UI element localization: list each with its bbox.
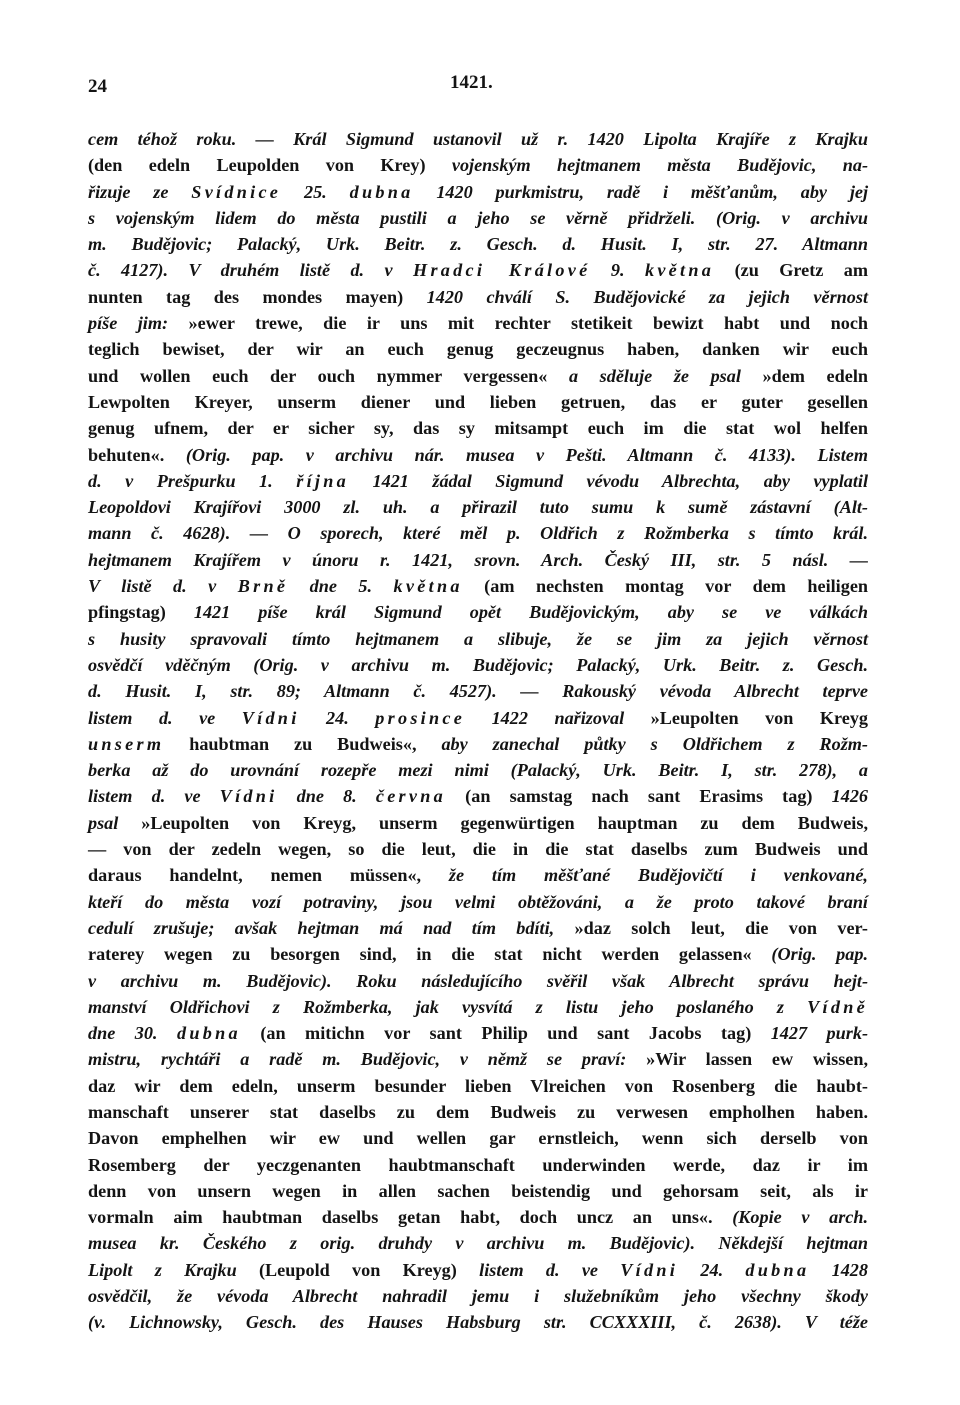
text-line [88, 1230, 868, 1256]
text-segment: »ewer trewe, die ir uns mit rechter stetikeit bewizt habt und noch [188, 313, 869, 334]
text-segment: (v. Lichnowsky, Gesch. des Hauses Habsburg str. CCXXXIII, č. 2638). V téže [88, 1312, 868, 1333]
text-segment: listem d. ve [88, 707, 242, 728]
text-segment: Lipolt z Krajku [88, 1259, 259, 1280]
text-segment: dne 30. [88, 1023, 177, 1044]
text-segment: dubna [176, 1023, 241, 1044]
text-segment: v archivu m. Budějovic). Roku následujícího svěřil však Albrecht správu hejt- [88, 970, 868, 991]
text-segment: Rosemberg der yeczgenanten haubtmanschaft underwinden werde, daz ir im [88, 1154, 868, 1175]
text-segment: (zu Gretz am [714, 260, 869, 281]
text-segment: 24. [678, 1259, 746, 1280]
text-segment: s husity spravovali tímto hejtmanem a slibuje, že se jim za jejich věrnost [88, 628, 868, 649]
text-segment: listem d. ve [88, 786, 220, 807]
text-segment: »daz solch leut, die von ver- [574, 917, 868, 938]
text-line [88, 310, 868, 336]
text-line [88, 968, 868, 994]
text-segment: vormaln aim haubtman daselbs getan habt, doch uncz an uns«. [88, 1207, 713, 1228]
text-segment: že tím měšťané Budějovičtí i venkované, [421, 865, 868, 886]
text-segment: (am nechsten montag vor dem heiligen [462, 576, 869, 597]
text-segment: hejtmanem Krajířem v únoru r. 1421, srovn. Arch. Český III, str. 5 násl. — [88, 549, 868, 570]
text-segment: berka až do urovnání rozepře mezi nimi (Palacký, Urk. Beitr. I, str. 278), a [88, 760, 868, 781]
text-line [88, 389, 868, 415]
text-segment: 1420 purkmistru, radě i měšťanům, aby jej [413, 181, 869, 202]
text-segment: kteří do města vozí potraviny, jsou velmi obtěžováni, a že proto takové braní [88, 891, 868, 912]
text-segment: d. v Prešpurku 1. [88, 470, 297, 491]
text-segment: (den edeln Leupolden von Krey) [88, 155, 426, 176]
text-segment: — von der zedeln wegen, so die leut, die in die stat daselbs zum Budweis und [88, 839, 868, 860]
text-segment: »dem edeln [762, 365, 868, 386]
text-line [88, 757, 868, 783]
text-segment: (Leupold von Kreyg) [258, 1259, 457, 1280]
text-line [88, 705, 868, 731]
text-line [88, 889, 868, 915]
text-line [88, 1283, 868, 1309]
text-line [88, 179, 868, 205]
text-line [88, 1099, 868, 1125]
text-line [88, 652, 868, 678]
text-segment: d. Husit. I, str. 89; Altmann č. 4527). — Rakouský vévoda Albrecht teprve [88, 681, 868, 702]
text-line [88, 547, 868, 573]
text-segment: unserm [88, 733, 165, 754]
text-line [88, 152, 868, 178]
text-line [88, 1073, 868, 1099]
text-line [88, 941, 868, 967]
text-segment: června [375, 786, 447, 807]
text-segment: prosince [375, 707, 466, 728]
text-segment: č. 4127). V druhém listě d. v [88, 260, 414, 281]
text-segment: osvědčil, že vévoda Albrecht nahradil jemu i služebníkům jeho všechny škody [88, 1286, 868, 1307]
text-segment: 1428 [809, 1259, 868, 1280]
text-line [88, 836, 868, 862]
text-segment: 1426 [812, 786, 869, 807]
text-segment: 1421 žádal Sigmund vévodu Albrechta, aby vyplatil [349, 470, 869, 491]
text-line [88, 731, 868, 757]
text-segment: s vojenským lidem do města pustili a jeho se věrně přidrželi. (Orig. v archivu [88, 207, 868, 228]
text-segment: aby zanechal půtky s Oldřichem z Rožm- [416, 733, 868, 754]
text-segment: genug ufnem, der er sicher sy, das sy mitsampt euch im die stat wol helfen [88, 418, 868, 439]
text-line [88, 257, 868, 283]
text-segment: cem téhož roku. — Král Sigmund ustanovil už r. 1420 Lipolta Krajíře z Krajku [88, 129, 868, 149]
text-segment: 9. [590, 260, 645, 281]
text-segment: Leopoldovi Krajířovi 3000 zl. uh. a přirazil tuto sumu k sumě zástavní (Alt- [88, 497, 868, 518]
text-line [88, 915, 868, 941]
text-line [88, 1257, 868, 1283]
text-segment: a sděluje že psal [547, 365, 763, 386]
text-segment: Svídnice [191, 181, 282, 202]
text-segment: raterey wegen zu besorgen sind, in die stat nicht werden gelassen« [88, 944, 752, 965]
page-number: 24 [88, 76, 107, 97]
text-segment: listem d. ve [456, 1259, 621, 1280]
text-segment: (an samstag nach sant Erasims tag) [446, 786, 813, 807]
text-segment: píše jim: [88, 313, 189, 334]
text-segment: Brně [237, 576, 289, 597]
text-segment: vojenským hejtmanem města Budějovic, na- [425, 155, 868, 176]
text-segment: daz wir dem edeln, unserm besunder lieben Vlreichen von Rosenberg die haubt- [88, 1075, 868, 1096]
text-segment: dubna [349, 181, 414, 202]
text-line [88, 1152, 868, 1178]
text-segment: teglich bewiset, der wir an euch genug geczeugnus haben, danken wir euch [88, 339, 868, 360]
text-segment: 1427 purk- [751, 1023, 868, 1044]
text-line [88, 810, 868, 836]
running-head-year: 1421. [450, 72, 493, 93]
text-segment: und wollen euch der ouch nymmer vergessen« [88, 365, 548, 386]
text-segment: denn von unsern wegen in allen sachen beistendig und gehorsam seit, als ir [88, 1180, 868, 1201]
text-line [88, 336, 868, 362]
text-segment: (Orig. pap. v archivu nár. musea v Pešti. Altmann č. 4133). Listem [164, 444, 868, 465]
text-segment: manství Oldřichovi z Rožmberka, jak vysvítá z listu jeho poslaného z [88, 996, 808, 1017]
text-line [88, 520, 868, 546]
text-segment: musea kr. Českého z orig. druhdy v archivu m. Budějovic). Někdejší hejtman [88, 1233, 868, 1254]
text-line [88, 363, 868, 389]
text-line [88, 573, 868, 599]
text-line [88, 126, 868, 152]
text-segment: m. Budějovic; Palacký, Urk. Beitr. z. Gesch. d. Husit. I, str. 27. Altmann [88, 234, 868, 255]
document-page [88, 60, 868, 1336]
text-line [88, 415, 868, 441]
text-segment: psal [88, 812, 142, 833]
text-segment: května [644, 260, 715, 281]
text-segment: behuten«. [88, 444, 165, 465]
text-line [88, 1046, 868, 1072]
text-segment: (Kopie v arch. [712, 1207, 869, 1228]
text-segment: 1420 chválí S. Budějovické za jejich věrnost [403, 286, 868, 307]
text-segment: Vídni [219, 786, 278, 807]
text-segment: Davon emphelhen wir ew und wellen gar ernstleich, wenn sich derselb von [88, 1128, 868, 1149]
text-segment: dne 5. [288, 576, 394, 597]
text-segment: dubna [745, 1259, 810, 1280]
text-line [88, 1204, 868, 1230]
text-segment: pfingstag) [88, 602, 166, 623]
text-line [88, 205, 868, 231]
page-header [88, 60, 868, 126]
text-segment: V listě d. v [88, 576, 238, 597]
text-segment: Vídně [807, 996, 868, 1017]
text-segment: 25. [281, 181, 350, 202]
text-line [88, 783, 868, 809]
text-segment: května [393, 576, 463, 597]
text-line [88, 494, 868, 520]
text-segment: řizuje ze [88, 181, 192, 202]
text-segment: cedulí zrušuje; avšak hejtman má nad tím bdíti, [88, 917, 575, 938]
text-segment: Vídni [241, 707, 300, 728]
text-line [88, 284, 868, 310]
text-segment: (Orig. pap. [751, 944, 868, 965]
text-line [88, 1020, 868, 1046]
text-segment: daraus handelnt, nemen müssen«, [88, 865, 422, 886]
text-segment: »Leupolten von Kreyg, unserm gegenwürtigen hauptman zu dem Budweis, [141, 812, 868, 833]
text-line [88, 994, 868, 1020]
text-segment: (an mitichn vor sant Philip und sant Jacobs tag) [240, 1023, 752, 1044]
text-segment: dne 8. [277, 786, 376, 807]
text-segment: »Leupolten von Kreyg [650, 707, 869, 728]
text-line [88, 678, 868, 704]
text-line [88, 1125, 868, 1151]
text-segment: 1421 píše král Sigmund opět Budějovickým, aby se ve válkách [165, 602, 868, 623]
text-segment: mistru, rychtáři a radě m. Budějovic, v němž se praví: [88, 1049, 647, 1070]
text-segment: nunten tag des mondes mayen) [88, 286, 404, 307]
text-segment: 24. [299, 707, 376, 728]
text-line [88, 1309, 868, 1335]
text-segment: října [296, 470, 349, 491]
body-text [88, 126, 868, 1336]
text-line [88, 468, 868, 494]
text-line [88, 1178, 868, 1204]
text-line [88, 862, 868, 888]
text-segment: Vídni [620, 1259, 679, 1280]
text-line [88, 599, 868, 625]
text-segment: 1422 nařizoval [465, 707, 651, 728]
text-segment: Hradci Králové [413, 260, 591, 281]
text-line [88, 442, 868, 468]
text-segment: haubtman zu Budweis«, [164, 733, 417, 754]
text-segment: osvědčí vděčným (Orig. v archivu m. Budějovic; Palacký, Urk. Beitr. z. Gesch. [88, 654, 868, 675]
text-segment: Lewpolten Kreyer, unserm diener und lieben getruen, das er guter gesellen [88, 391, 868, 412]
text-line [88, 626, 868, 652]
text-segment: manschaft unserer stat daselbs zu dem Budweis zu verwesen empholhen haben. [88, 1101, 868, 1122]
text-segment: »Wir lassen ew wissen, [646, 1049, 869, 1070]
text-line [88, 231, 868, 257]
text-segment: mann č. 4628). — O sporech, které měl p. Oldřich z Rožmberka s tímto král. [88, 523, 868, 544]
